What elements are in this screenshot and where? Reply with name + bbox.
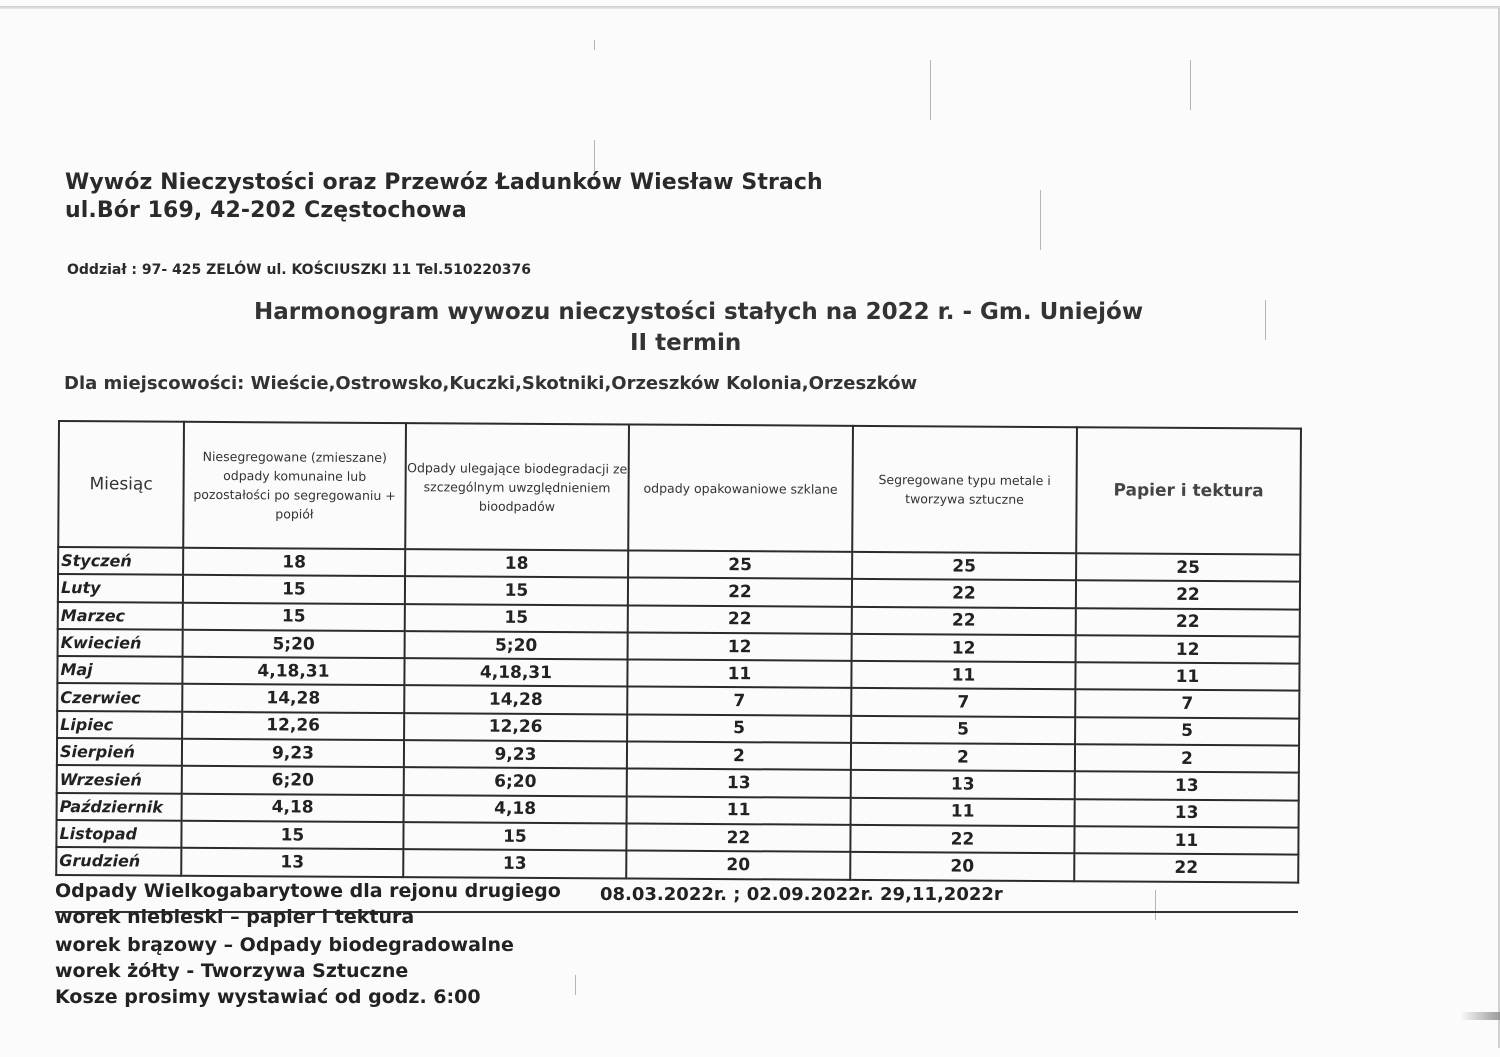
scan-dot [1040, 190, 1041, 250]
date-cell: 4,18,31 [182, 657, 404, 686]
date-cell: 12 [1076, 635, 1300, 664]
month-cell: Grudzień [56, 847, 181, 875]
date-cell: 25 [1076, 553, 1300, 582]
date-cell: 11 [851, 661, 1075, 690]
date-cell: 25 [852, 552, 1076, 581]
date-cell: 4,18,31 [404, 658, 627, 687]
date-cell: 22 [628, 605, 852, 634]
date-cell: 5 [627, 714, 851, 743]
column-header-mixed: Niesegregowane (zmieszane) odpady komunaine lub pozostałości po segregowaniu + popiół [183, 422, 406, 549]
month-cell: Maj [57, 656, 182, 684]
date-cell: 15 [403, 822, 626, 851]
note-brown-bag: worek brązowy – Odpady biodegradowalne [55, 934, 514, 956]
month-cell: Sierpień [57, 738, 182, 766]
scan-dot [1190, 60, 1191, 110]
date-cell: 5;20 [405, 631, 628, 660]
month-cell: Luty [58, 574, 183, 602]
company-name: Wywóz Nieczystości oraz Przewóz Ładunków Wiesław Strach [65, 170, 823, 195]
date-cell: 4,18 [182, 793, 404, 822]
date-cell: 22 [852, 579, 1076, 608]
date-cell: 22 [1076, 608, 1300, 637]
date-cell: 13 [1075, 799, 1299, 828]
date-cell: 14,28 [182, 684, 404, 713]
date-cell: 15 [405, 604, 628, 633]
column-header-month: Miesiąc [58, 421, 184, 548]
bulky-waste-dates: 08.03.2022r. ; 02.09.2022r. 29,11,2022r [600, 884, 1003, 905]
date-cell: 15 [405, 576, 628, 605]
note-blue-bag: worek niebieski – papier i tektura [55, 906, 415, 928]
date-cell: 5;20 [183, 630, 405, 659]
date-cell: 20 [626, 851, 850, 880]
month-cell: Kwiecień [58, 629, 183, 657]
date-cell: 12,26 [182, 712, 404, 741]
date-cell: 6;20 [182, 766, 404, 795]
date-cell: 13 [851, 770, 1075, 799]
scan-dot [930, 60, 931, 120]
date-cell: 7 [851, 688, 1075, 717]
date-cell: 12,26 [404, 713, 627, 742]
date-cell: 5 [851, 716, 1075, 745]
column-header-paper: Papier i tektura [1076, 427, 1301, 554]
date-cell: 5 [1075, 717, 1299, 746]
month-cell: Wrzesień [57, 765, 182, 793]
date-cell: 2 [1075, 744, 1299, 773]
date-cell: 7 [1075, 690, 1299, 719]
date-cell: 18 [405, 549, 628, 578]
scan-mark [1460, 1012, 1500, 1020]
date-cell: 18 [183, 548, 405, 577]
date-cell: 15 [183, 575, 405, 604]
page-subtitle: II termin [630, 330, 742, 356]
date-cell: 2 [627, 742, 851, 771]
date-cell: 2 [851, 743, 1075, 772]
scan-dot [575, 975, 576, 995]
month-cell: Styczeń [58, 547, 183, 575]
date-cell: 15 [181, 821, 403, 850]
date-cell: 9,23 [182, 739, 404, 768]
date-cell: 20 [850, 852, 1074, 881]
table-header-row [58, 421, 1301, 555]
date-cell: 25 [628, 550, 852, 579]
date-cell: 9,23 [404, 740, 627, 769]
scan-dot [1155, 890, 1156, 920]
date-cell: 11 [627, 796, 851, 825]
date-cell: 13 [181, 848, 403, 877]
bulky-waste-label: Odpady Wielkogabarytowe dla rejonu drugiego [55, 880, 561, 902]
page-title: Harmonogram wywozu nieczystości stałych na 2022 r. - Gm. Uniejów [254, 299, 1144, 325]
note-yellow-bag: worek żółty - Tworzywa Sztuczne [55, 960, 409, 982]
branch-info: Oddział : 97- 425 ZELÓW ul. KOŚCIUSZKI 11 Tel.510220376 [67, 262, 532, 278]
month-cell: Czerwiec [57, 683, 182, 711]
company-address: ul.Bór 169, 42-202 Częstochowa [65, 198, 467, 223]
date-cell: 7 [627, 687, 851, 716]
month-cell: Marzec [58, 602, 183, 630]
date-cell: 14,28 [404, 686, 627, 715]
date-cell: 22 [1076, 581, 1300, 610]
date-cell: 6;20 [404, 767, 627, 796]
date-cell: 22 [628, 578, 852, 607]
schedule-table [55, 420, 1302, 883]
date-cell: 22 [1074, 853, 1298, 882]
date-cell: 22 [626, 823, 850, 852]
month-cell: Listopad [56, 820, 181, 848]
column-header-bio: Odpady ulegające biodegradacji ze szczególnym uwzględnieniem bioodpadów [405, 423, 629, 550]
scan-dot [1265, 300, 1266, 340]
column-header-metal-plastic: Segregowane typu metale i tworzywa sztuczne [852, 426, 1077, 553]
date-cell: 13 [1075, 772, 1299, 801]
scan-edge-top [0, 6, 1500, 9]
note-bin-time: Kosze prosimy wystawiać od godz. 6:00 [55, 986, 481, 1008]
date-cell: 12 [852, 634, 1076, 663]
date-cell: 15 [183, 602, 405, 631]
date-cell: 22 [852, 606, 1076, 635]
date-cell: 13 [627, 769, 851, 798]
date-cell: 12 [628, 632, 852, 661]
date-cell: 13 [403, 849, 626, 878]
date-cell: 4,18 [404, 795, 627, 824]
month-cell: Lipiec [57, 711, 182, 739]
month-cell: Październik [57, 793, 182, 821]
scan-dot [594, 40, 595, 50]
date-cell: 22 [850, 825, 1074, 854]
localities-line: Dla miejscowości: Wieście,Ostrowsko,Kuczki,Skotniki,Orzeszków Kolonia,Orzeszków [64, 373, 918, 394]
column-header-glass: odpady opakowaniowe szklane [628, 424, 853, 551]
date-cell: 11 [851, 798, 1075, 827]
date-cell: 11 [627, 660, 851, 689]
date-cell: 11 [1075, 662, 1299, 691]
date-cell: 11 [1074, 826, 1298, 855]
